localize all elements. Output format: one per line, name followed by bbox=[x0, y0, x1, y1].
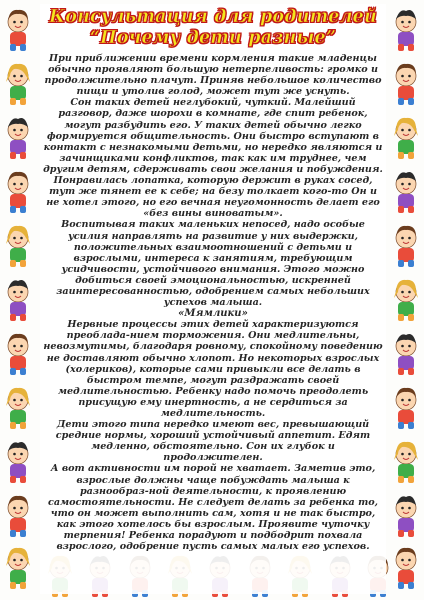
paragraph-5: Дети этого типа нередко имеют вес, превышающий средние нормы, хороший устойчивый аппетит. Едят медленно, обстоятельно. Сон их глубок и продолжителен. bbox=[55, 419, 371, 464]
paragraph-1: При приближении времени кормления такие младенцы обычно проявляют большую нетерпеливость: громко и продолжительно плачут. Приняв небольшое количество пищи и утолив голод, может тут же уснуть. bbox=[44, 53, 382, 98]
article-body bbox=[40, 53, 386, 552]
subheading: «Мямлики» bbox=[178, 308, 248, 320]
paragraph-4: Нервные процессы этих детей характеризуются преоблада-нием торможения. Они медлительны, невозмутимы, благодаря ровному, спокойному поведению не доставляют обычно хлопот. Но некоторых взрослых (холериков), которые сами привыкли все делать в быстром темпе, могут раздражать своей медлительностью. Ребенку надо помочь преодолеть присущую ему инертность, а не сердиться за медлительность. bbox=[43, 319, 383, 419]
title-line-1: Консультация для родителей bbox=[49, 7, 377, 27]
title-line-2: “Почему дети разные” bbox=[89, 28, 337, 48]
text-panel bbox=[40, 4, 386, 594]
paragraph-6: А вот активности им порой не хватает. Заметив это, взрослые должны чаще побуждать малыша к разнообраз-ной деятельности, к проявлению самостоятельности. Не следует делать за ребенка то, что он может выполнить сам, хотя и не так быстро, как этого хотелось бы взрослым. Проявите чуточку терпения! Ребенка порадуют и подбодрит похвала взрослого, одобрение пусть самых малых его успехов. bbox=[47, 463, 379, 553]
paragraph-3: Воспитывая таких маленьких непосед, надо особые усилия направлять на развитие у них выдержки, положительных взаимоотношений с детьми и взрослыми, интереса к занятиям, требующим усидчивости, устойчивого внимания. Этого можно добиться своей эмоциональностью, искренней заинтересованностью, одобрением самых небольших успехов малыша. bbox=[56, 219, 370, 309]
paragraph-2: Сон таких детей неглубокий, чуткий. Малейший разговор, даже шорохи в комнате, где спит ребенок, могут разбудить его. У таких детей обычно легко формируется общительность. Они быстро вступают в контакт с незнакомыми детьми, но нередко являются и зачинщиками конфликтов, так как им труднее, чем другим детям, сдерживать свои желания и побуждения. Понравилась лопатка, которую держит в руках сосед, тут же тянет ее к себе; на безу толкает кого-то Он и не хотел этого, но его вечная неугомонность делает его «без вины виноватым». bbox=[43, 97, 383, 220]
